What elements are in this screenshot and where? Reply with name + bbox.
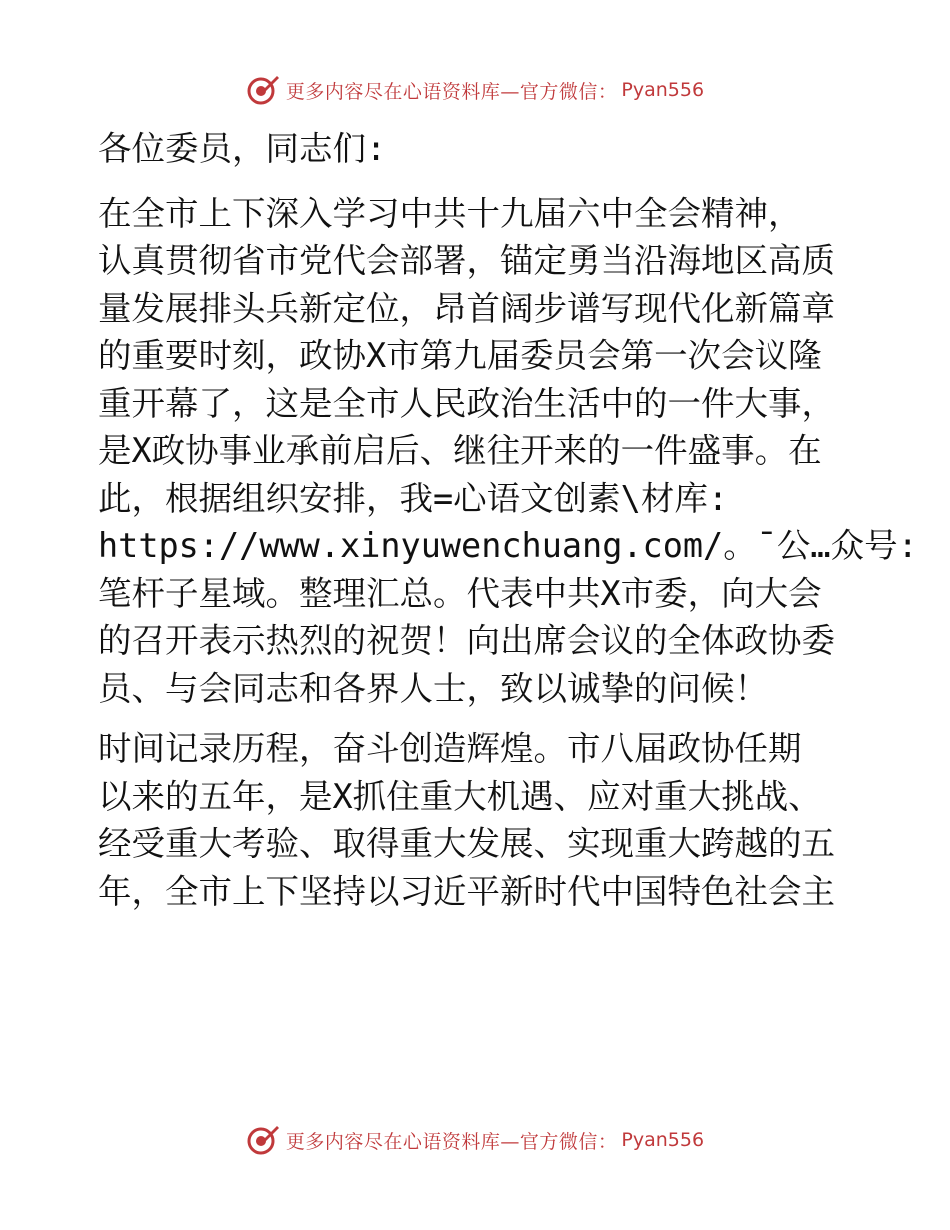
text-line: 员、与会同志和各界人士，致以诚挚的问候！ [98, 668, 768, 708]
text-line: 在全市上下深入学习中共十九届六中全会精神， [98, 193, 802, 233]
watermark-text: 更多内容尽在心语资料库—官方微信： [285, 80, 618, 103]
text-line: 此，根据组织安排，我=心语文创素\材库: [98, 478, 729, 518]
paragraph-1 [98, 190, 918, 713]
quill-pen-logo-icon [246, 1123, 280, 1157]
url-line: https://www.xinyuwenchuang.com/。¯公…众号: [98, 526, 918, 565]
text-line: 年，全市上下坚持以习近平新时代中国特色社会主 [98, 871, 835, 911]
text-line: 的召开表示热烈的祝贺！向出席会议的全体政协委 [98, 621, 835, 660]
quill-pen-logo-icon [246, 73, 280, 107]
text-line: 时间记录历程，奋斗创造辉煌。市八届政协任期 [98, 729, 802, 768]
header-watermark [0, 70, 950, 110]
paragraph-2 [98, 725, 858, 915]
watermark-account: Pyan556 [621, 79, 705, 101]
text-line: 以来的五年，是X抓住重大机遇、应对重大挑战、 [98, 776, 822, 816]
text-line: 重开幕了，这是全市人民政治生活中的一件大事， [98, 383, 835, 423]
document-body [98, 125, 918, 915]
text-line: 经受重大考验、取得重大发展、实现重大跨越的五 [98, 824, 835, 863]
watermark-text: 更多内容尽在心语资料库—官方微信： [285, 1130, 618, 1153]
watermark-account: Pyan556 [621, 1129, 705, 1151]
salutation [98, 125, 858, 173]
text-line: 笔杆子星域。整理汇总。代表中共X市委，向大会 [98, 573, 822, 613]
text-line: 是X政协事业承前启后、继往开来的一件盛事。在 [98, 431, 822, 470]
text-line: 量发展排头兵新定位，昂首阔步谱写现代化新篇章 [98, 288, 835, 328]
salutation-line: 各位委员，同志们: [98, 129, 387, 168]
text-line: 认真贯彻省市党代会部署，锚定勇当沿海地区高质 [98, 241, 835, 280]
text-line: 的重要时刻，政协X市第九届委员会第一次会议隆 [98, 336, 822, 375]
footer-watermark [0, 1120, 950, 1160]
